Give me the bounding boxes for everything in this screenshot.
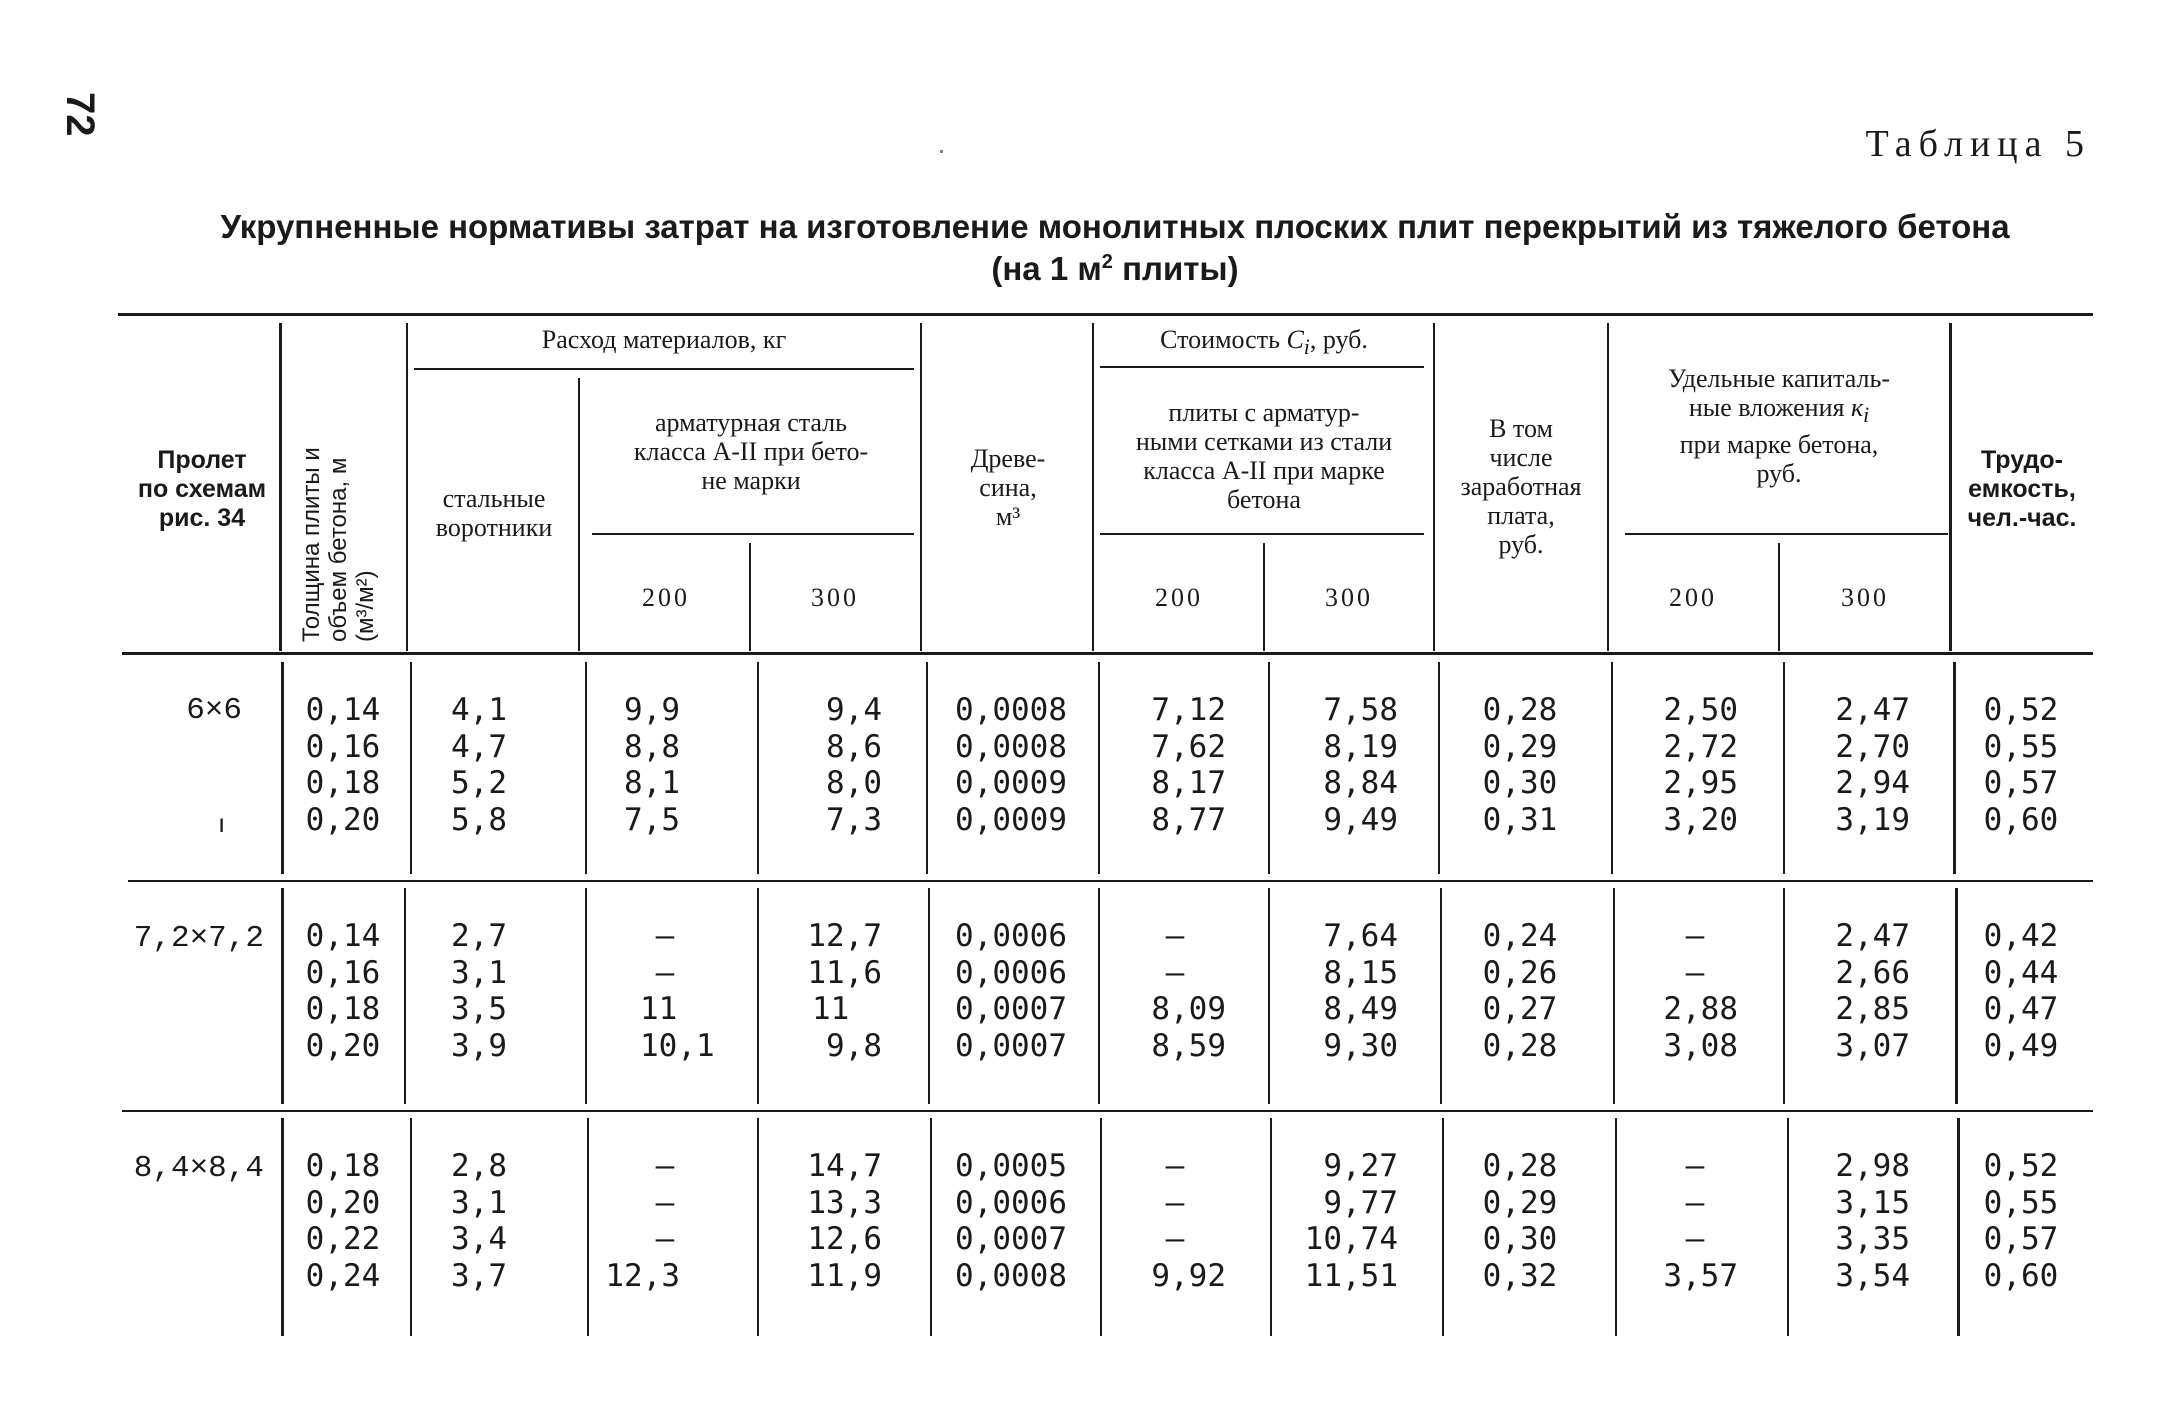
- table-cell: 0,18: [305, 765, 381, 801]
- table-cell: —: [655, 1221, 675, 1257]
- body-col-line: [587, 1118, 589, 1336]
- table-title-line1: Укрупненные нормативы затрат на изготовление монолитных плоских плит перекрытий из тяжелого бетона: [220, 208, 2010, 245]
- body-col-line: [1783, 662, 1785, 874]
- table-cell: 8,8: [624, 729, 680, 765]
- table-cell: 3,5: [451, 991, 507, 1027]
- table-cell: 7,12: [1151, 692, 1226, 728]
- materials-group-rule: [414, 368, 914, 370]
- span-label-8-4x8-4: 8,4×8,4: [133, 1151, 264, 1186]
- body-col-line: [1098, 662, 1100, 874]
- table-cell: 2,66: [1835, 955, 1910, 991]
- table-cell: 0,60: [1983, 802, 2059, 838]
- body-col-line: [930, 1118, 932, 1336]
- table-cell: 2,70: [1835, 729, 1910, 765]
- stray-mark: ı: [218, 808, 226, 838]
- body-col-line: [1611, 662, 1613, 874]
- table-cell: 0,30: [1482, 765, 1558, 801]
- table-cell: 2,7: [451, 918, 507, 954]
- table-cell: 8,0: [826, 765, 882, 801]
- body-col-line: [585, 888, 587, 1104]
- body-col-line: [1783, 888, 1785, 1104]
- table-cell: 9,8: [826, 1028, 882, 1064]
- table-cell: 0,18: [305, 991, 381, 1027]
- table-cell: 0,18: [305, 1148, 381, 1184]
- table-cell: 2,72: [1663, 729, 1738, 765]
- table-cell: 13,3: [807, 1185, 882, 1221]
- table-cell: —: [655, 1185, 675, 1221]
- body-col-line: [1957, 1118, 1960, 1336]
- header-col-line-5: [920, 323, 922, 651]
- table-title: [120, 206, 2110, 290]
- body-col-line: [281, 888, 284, 1104]
- table-title-line2: (на 1 $м^2$ плиты): [991, 250, 1239, 287]
- header-col-line-9: [1607, 323, 1609, 651]
- table-cell: 0,0008: [955, 729, 1067, 765]
- table-cell: 0,20: [305, 1185, 381, 1221]
- table-cell: 0,52: [1983, 692, 2059, 728]
- header-rebar-group: арматурная сталь класса А-II при бето- не марки: [633, 408, 869, 495]
- body-col-line: [1615, 1118, 1617, 1336]
- body-col-line: [1438, 662, 1440, 874]
- table-cell: 12,6: [807, 1221, 882, 1257]
- header-cost-200: 200: [1155, 583, 1203, 612]
- table-cell: 0,28: [1482, 1148, 1558, 1184]
- span-label-6x6: 6×6: [186, 693, 242, 728]
- header-rebar-300: 300: [811, 583, 859, 612]
- header-cost-300: 300: [1325, 583, 1373, 612]
- table-cell: —: [1685, 955, 1705, 991]
- table-cell: 0,24: [305, 1258, 381, 1294]
- table-cell: 8,59: [1151, 1028, 1226, 1064]
- header-wages: В том числе заработная плата, руб.: [1460, 414, 1582, 559]
- body-col-line: [757, 662, 759, 874]
- table-cell: 2,94: [1835, 765, 1910, 801]
- table-cell: 0,27: [1482, 991, 1558, 1027]
- table-cell: 2,8: [451, 1148, 507, 1184]
- table-cell: 11: [812, 991, 850, 1027]
- table-cell: 0,0007: [955, 991, 1067, 1027]
- table-top-rule: [118, 313, 2093, 316]
- body-col-line: [928, 888, 930, 1104]
- table-cell: 3,35: [1835, 1221, 1910, 1257]
- table-cell: 0,30: [1482, 1221, 1558, 1257]
- table-cell: 0,24: [1482, 918, 1558, 954]
- header-wood: Древе- сина, м³: [970, 444, 1046, 531]
- table-cell: 8,6: [826, 729, 882, 765]
- table-cell: 0,0006: [955, 955, 1067, 991]
- table-cell: 0,0006: [955, 918, 1067, 954]
- table-cell: 7,3: [826, 802, 882, 838]
- table-cell: 9,77: [1323, 1185, 1398, 1221]
- body-col-line: [404, 888, 406, 1104]
- body-col-line: [281, 1118, 284, 1336]
- table-cell: 3,08: [1663, 1028, 1738, 1064]
- body-col-line: [757, 888, 759, 1104]
- table-cell: 10,1: [640, 1028, 715, 1064]
- table-cell: 3,19: [1835, 802, 1910, 838]
- table-cell: 0,0006: [955, 1185, 1067, 1221]
- table-cell: 0,16: [305, 955, 381, 991]
- print-speck: [940, 150, 943, 153]
- table-cell: —: [1685, 1221, 1705, 1257]
- table-cell: 0,60: [1983, 1258, 2059, 1294]
- body-col-line: [1787, 1118, 1789, 1336]
- body-col-line: [1442, 1118, 1444, 1336]
- table-cell: 3,20: [1663, 802, 1738, 838]
- table-cell: 3,57: [1663, 1258, 1738, 1294]
- table-cell: 8,1: [624, 765, 680, 801]
- header-col-line-6: [1092, 323, 1094, 651]
- body-col-line: [410, 1118, 412, 1336]
- table-cell: 9,4: [826, 692, 882, 728]
- table-cell: 0,0007: [955, 1028, 1067, 1064]
- table-cell: 0,57: [1983, 1221, 2059, 1257]
- table-cell: 8,15: [1323, 955, 1398, 991]
- table-cell: 9,92: [1151, 1258, 1226, 1294]
- rebar-group-rule: [592, 533, 914, 535]
- cost-group-rule: [1100, 366, 1424, 368]
- table-cell: 0,26: [1482, 955, 1558, 991]
- table-cell: 3,4: [451, 1221, 507, 1257]
- table-cell: —: [655, 1148, 675, 1184]
- table-cell: 11,6: [807, 955, 882, 991]
- table-cell: 0,47: [1983, 991, 2059, 1027]
- body-col-line: [926, 662, 928, 874]
- table-cell: 7,58: [1323, 692, 1398, 728]
- header-col-line-7: [1263, 543, 1265, 651]
- header-col-line-8: [1433, 323, 1435, 651]
- table-cell: 9,49: [1323, 802, 1398, 838]
- table-cell: 5,2: [451, 765, 507, 801]
- header-col-line-2: [406, 323, 408, 651]
- table-cell: 3,9: [451, 1028, 507, 1064]
- body-col-line: [757, 1118, 759, 1336]
- table-cell: 0,32: [1482, 1258, 1558, 1294]
- table-cell: 0,14: [305, 918, 381, 954]
- body-col-line: [1098, 888, 1100, 1104]
- table-cell: 2,98: [1835, 1148, 1910, 1184]
- table-cell: —: [655, 955, 675, 991]
- table-cell: 0,29: [1482, 729, 1558, 765]
- table-cell: 0,0009: [955, 765, 1067, 801]
- table-cell: 8,49: [1323, 991, 1398, 1027]
- capital-sub-rule: [1625, 533, 1948, 535]
- table-cell: 3,07: [1835, 1028, 1910, 1064]
- header-col-line-10: [1778, 543, 1780, 651]
- table-cell: —: [1685, 918, 1705, 954]
- table-cell: —: [1685, 1185, 1705, 1221]
- table-cell: 8,19: [1323, 729, 1398, 765]
- table-cell: 2,95: [1663, 765, 1738, 801]
- table-label: Таблица 5: [1865, 123, 2091, 165]
- table-cell: 0,22: [305, 1221, 381, 1257]
- body-col-line: [1270, 1118, 1272, 1336]
- group-divider-2: [122, 1110, 2093, 1112]
- body-col-line: [1440, 888, 1442, 1104]
- table-cell: —: [1685, 1148, 1705, 1184]
- table-cell: 11: [640, 991, 678, 1027]
- table-cell: 4,1: [451, 692, 507, 728]
- body-col-line: [410, 662, 412, 874]
- table-cell: —: [1165, 1185, 1185, 1221]
- table-cell: 7,5: [624, 802, 680, 838]
- table-cell: 12,3: [605, 1258, 680, 1294]
- table-cell: 3,1: [451, 955, 507, 991]
- header-capital-300: 300: [1841, 583, 1889, 612]
- body-col-line: [585, 662, 587, 874]
- header-rebar-200: 200: [642, 583, 690, 612]
- body-col-line: [1100, 1118, 1102, 1336]
- table-cell: 0,49: [1983, 1028, 2059, 1064]
- table-cell: 7,64: [1323, 918, 1398, 954]
- table-cell: 7,62: [1151, 729, 1226, 765]
- header-capital-200: 200: [1669, 583, 1717, 612]
- header-materials-group: Расход материалов, кг: [541, 325, 787, 354]
- table-cell: 9,30: [1323, 1028, 1398, 1064]
- table-cell: 8,77: [1151, 802, 1226, 838]
- table-cell: 8,09: [1151, 991, 1226, 1027]
- body-col-line: [1268, 888, 1270, 1104]
- header-col-line-4: [749, 543, 751, 651]
- table-cell: 0,55: [1983, 1185, 2059, 1221]
- header-capital: Удельные капиталь- ные вложения $к_i$ при марке бетона, руб.: [1668, 364, 1890, 489]
- body-col-line: [1955, 888, 1958, 1104]
- table-cell: 0,0009: [955, 802, 1067, 838]
- table-cell: —: [1165, 1221, 1185, 1257]
- header-cost-sub: плиты с арматур- ными сетками из стали класса А-II при марке бетона: [1135, 398, 1393, 514]
- table-cell: 2,47: [1835, 918, 1910, 954]
- table-cell: 11,9: [807, 1258, 882, 1294]
- table-cell: 9,27: [1323, 1148, 1398, 1184]
- table-cell: 3,15: [1835, 1185, 1910, 1221]
- table-cell: 11,51: [1304, 1258, 1398, 1294]
- body-col-line: [1953, 662, 1956, 874]
- header-thickness: Толщина плиты и объем бетона, м (м³/м²): [298, 447, 379, 642]
- table-cell: 0,16: [305, 729, 381, 765]
- page-number: 72: [58, 92, 102, 137]
- table-cell: 2,47: [1835, 692, 1910, 728]
- body-col-line: [1268, 662, 1270, 874]
- table-cell: 8,17: [1151, 765, 1226, 801]
- table-cell: 5,8: [451, 802, 507, 838]
- table-cell: 8,84: [1323, 765, 1398, 801]
- table-cell: 12,7: [807, 918, 882, 954]
- table-cell: 2,88: [1663, 991, 1738, 1027]
- header-bottom-rule: [122, 652, 2093, 655]
- table-cell: 2,85: [1835, 991, 1910, 1027]
- table-cell: 14,7: [807, 1148, 882, 1184]
- table-cell: 10,74: [1304, 1221, 1398, 1257]
- body-col-line: [1613, 888, 1615, 1104]
- table-cell: 0,55: [1983, 729, 2059, 765]
- table-cell: 0,29: [1482, 1185, 1558, 1221]
- table-cell: —: [655, 918, 675, 954]
- header-collars: стальные воротники: [435, 484, 553, 542]
- span-label-7-2x7-2: 7,2×7,2: [133, 921, 264, 956]
- table-cell: 0,0008: [955, 1258, 1067, 1294]
- table-cell: 0,57: [1983, 765, 2059, 801]
- cost-sub-rule: [1100, 533, 1424, 535]
- table-cell: 0,0008: [955, 692, 1067, 728]
- table-cell: 3,1: [451, 1185, 507, 1221]
- table-cell: 0,31: [1482, 802, 1558, 838]
- table-cell: 0,20: [305, 1028, 381, 1064]
- table-cell: 0,42: [1983, 918, 2059, 954]
- table-cell: 3,7: [451, 1258, 507, 1294]
- header-cost-group: Стоимость $C_i$, руб.: [1160, 325, 1368, 360]
- table-cell: 4,7: [451, 729, 507, 765]
- table-cell: 3,54: [1835, 1258, 1910, 1294]
- table-cell: 0,0007: [955, 1221, 1067, 1257]
- table-cell: 0,0005: [955, 1148, 1067, 1184]
- table-cell: —: [1165, 1148, 1185, 1184]
- table-cell: 0,28: [1482, 692, 1558, 728]
- header-col-line-3: [578, 378, 580, 651]
- table-cell: —: [1165, 918, 1185, 954]
- table-cell: 0,52: [1983, 1148, 2059, 1184]
- body-col-line: [281, 662, 284, 874]
- table-cell: —: [1165, 955, 1185, 991]
- header-col-line-1: [279, 323, 282, 651]
- header-labor: Трудо- емкость, чел.-час.: [1967, 446, 2077, 532]
- header-span: Пролет по схемам рис. 34: [137, 446, 267, 532]
- table-cell: 0,44: [1983, 955, 2059, 991]
- table-cell: 9,9: [624, 692, 680, 728]
- group-divider-1: [128, 880, 2093, 882]
- table-cell: 0,14: [305, 692, 381, 728]
- table-cell: 2,50: [1663, 692, 1738, 728]
- table-cell: 0,28: [1482, 1028, 1558, 1064]
- table-cell: 0,20: [305, 802, 381, 838]
